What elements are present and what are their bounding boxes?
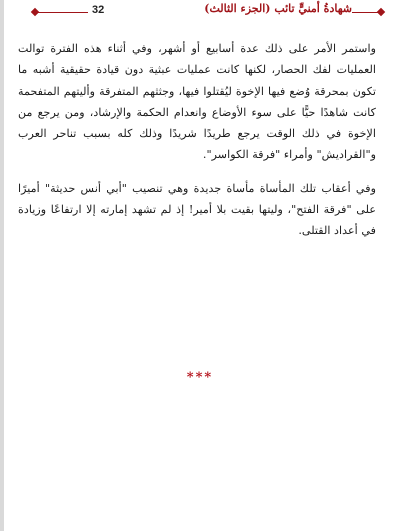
header-ornament-right [377,8,385,16]
header-title: شهادةُ أمنيٍّ تائب (الجزء الثالث) [204,2,352,15]
paragraph-2: وفي أعقاب تلك المأساة مأساة جديدة وهي تنصيب "أبي أنس حديثة" أميرًا على "فرقة الفتح"، وليتها بقيت بلا أمير! إذ لم تشهد إمارته إلا ارتفاعًا وزيادة في أعداد القتلى. [18,181,376,238]
page-edge [0,0,4,531]
running-header [0,0,400,24]
body-text [18,38,376,242]
section-separator: *** [186,370,214,385]
page-number: 32 [92,4,105,16]
header-rule-left [36,12,88,13]
paragraph-1: واستمر الأمر على ذلك عدة أسابيع أو أشهر، وفي أثناء هذه الفترة توالت العمليات لفك الحصار، لكنها كانت عمليات عبثية دون قيادة حقيقية أشبه ما تكون بمحرقة وُضع فيها الإخوة ليُقتلوا فيها، وجثثهم المتفرقة وأليتهم المتفحمة كانت شاهدًا حيًّا على سوء الأوضاع وانعدام الحكمة والإرشاد، ومن يرجع من الإخوة في ذلك الوقت يرجع طريدًا شريدًا وذلك كله بسبب تناحر العرب و"القراديش" وأمراء "فرقة الكواسر". [18,42,376,162]
